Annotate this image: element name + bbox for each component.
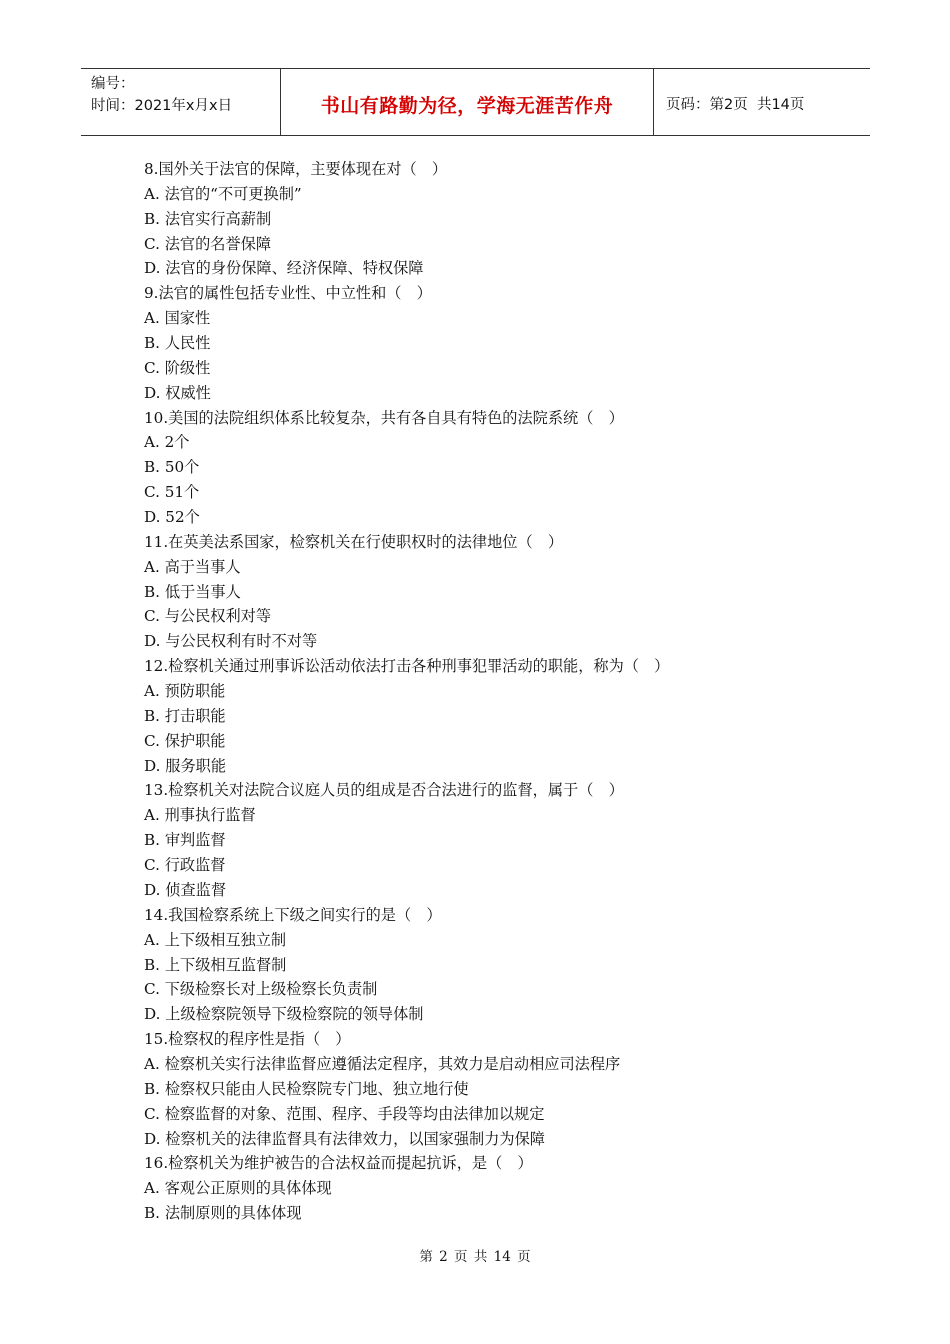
- answer-option: C. 与公民权利对等: [144, 607, 272, 626]
- answer-option: B. 人民性: [144, 334, 211, 353]
- question-stem: 14.我国检察系统上下级之间实行的是（ ）: [144, 905, 442, 924]
- answer-option: D. 52个: [144, 508, 200, 527]
- answer-option: D. 上级检察院领导下级检察院的领导体制: [144, 1005, 424, 1024]
- answer-option: A. 上下级相互独立制: [144, 930, 287, 949]
- answer-option: D. 检察机关的法律监督具有法律效力，以国家强制力为保障: [144, 1129, 545, 1148]
- answer-option: B. 上下级相互监督制: [144, 955, 287, 974]
- answer-option: A. 刑事执行监督: [144, 806, 256, 825]
- answer-option: A. 法官的“不可更换制”: [144, 184, 302, 203]
- answer-option: C. 51个: [144, 483, 200, 502]
- question-stem: 9.法官的属性包括专业性、中立性和（ ）: [144, 284, 432, 303]
- answer-option: C. 法官的名誉保障: [144, 234, 272, 253]
- answer-option: A. 客观公正原则的具体体现: [144, 1179, 332, 1198]
- header-motto: 书山有路勤为径，学海无涯苦作舟: [320, 94, 614, 117]
- answer-option: B. 法制原则的具体体现: [144, 1204, 302, 1223]
- answer-option: A. 预防职能: [144, 682, 226, 701]
- answer-option: A. 高于当事人: [144, 557, 241, 576]
- answer-option: C. 检察监督的对象、范围、程序、手段等均由法律加以规定: [144, 1104, 545, 1123]
- answer-option: A. 检察机关实行法律监督应遵循法定程序，其效力是启动相应司法程序: [144, 1054, 621, 1073]
- answer-option: B. 法官实行高薪制: [144, 209, 272, 228]
- answer-option: D. 侦查监督: [144, 880, 227, 899]
- answer-option: D. 权威性: [144, 383, 211, 402]
- question-stem: 16.检察机关为维护被告的合法权益而提起抗诉，是（ ）: [144, 1154, 533, 1173]
- answer-option: B. 审判监督: [144, 831, 226, 850]
- page-footer: 第 2 页 共 14 页: [419, 1249, 531, 1265]
- header-page-info: 页码：第2页 共14页: [666, 96, 805, 113]
- question-stem: 8.国外关于法官的保障，主要体现在对（ ）: [144, 160, 448, 178]
- document-number-label: 编号：: [91, 76, 135, 92]
- question-stem: 13.检察机关对法院合议庭人员的组成是否合法进行的监督，属于（ ）: [144, 781, 624, 800]
- answer-option: C. 下级检察长对上级检察长负责制: [144, 980, 378, 999]
- answer-option: D. 与公民权利有时不对等: [144, 632, 318, 651]
- question-list: [144, 157, 864, 1226]
- answer-option: B. 50个: [144, 458, 200, 477]
- question-stem: 11.在英美法系国家，检察机关在行使职权时的法律地位（ ）: [144, 532, 564, 551]
- question-stem: 15.检察权的程序性是指（ ）: [144, 1030, 351, 1049]
- document-date: 时间：2021年x月x日: [91, 98, 233, 114]
- answer-option: C. 阶级性: [144, 358, 211, 377]
- answer-option: B. 检察权只能由人民检察院专门地、独立地行使: [144, 1079, 469, 1098]
- answer-option: D. 法官的身份保障、经济保障、特权保障: [144, 259, 424, 278]
- page-header: [81, 68, 870, 136]
- answer-option: C. 保护职能: [144, 731, 226, 750]
- answer-option: C. 行政监督: [144, 856, 226, 875]
- header-meta: [81, 69, 281, 135]
- answer-option: B. 打击职能: [144, 706, 226, 725]
- header-motto-cell: [281, 69, 654, 135]
- question-stem: 12.检察机关通过刑事诉讼活动依法打击各种刑事犯罪活动的职能，称为（ ）: [144, 657, 670, 676]
- answer-option: D. 服务职能: [144, 756, 227, 775]
- answer-option: B. 低于当事人: [144, 582, 241, 601]
- answer-option: A. 国家性: [144, 309, 211, 328]
- question-stem: 10.美国的法院组织体系比较复杂，共有各自具有特色的法院系统（ ）: [144, 408, 624, 427]
- answer-option: A. 2个: [144, 433, 190, 452]
